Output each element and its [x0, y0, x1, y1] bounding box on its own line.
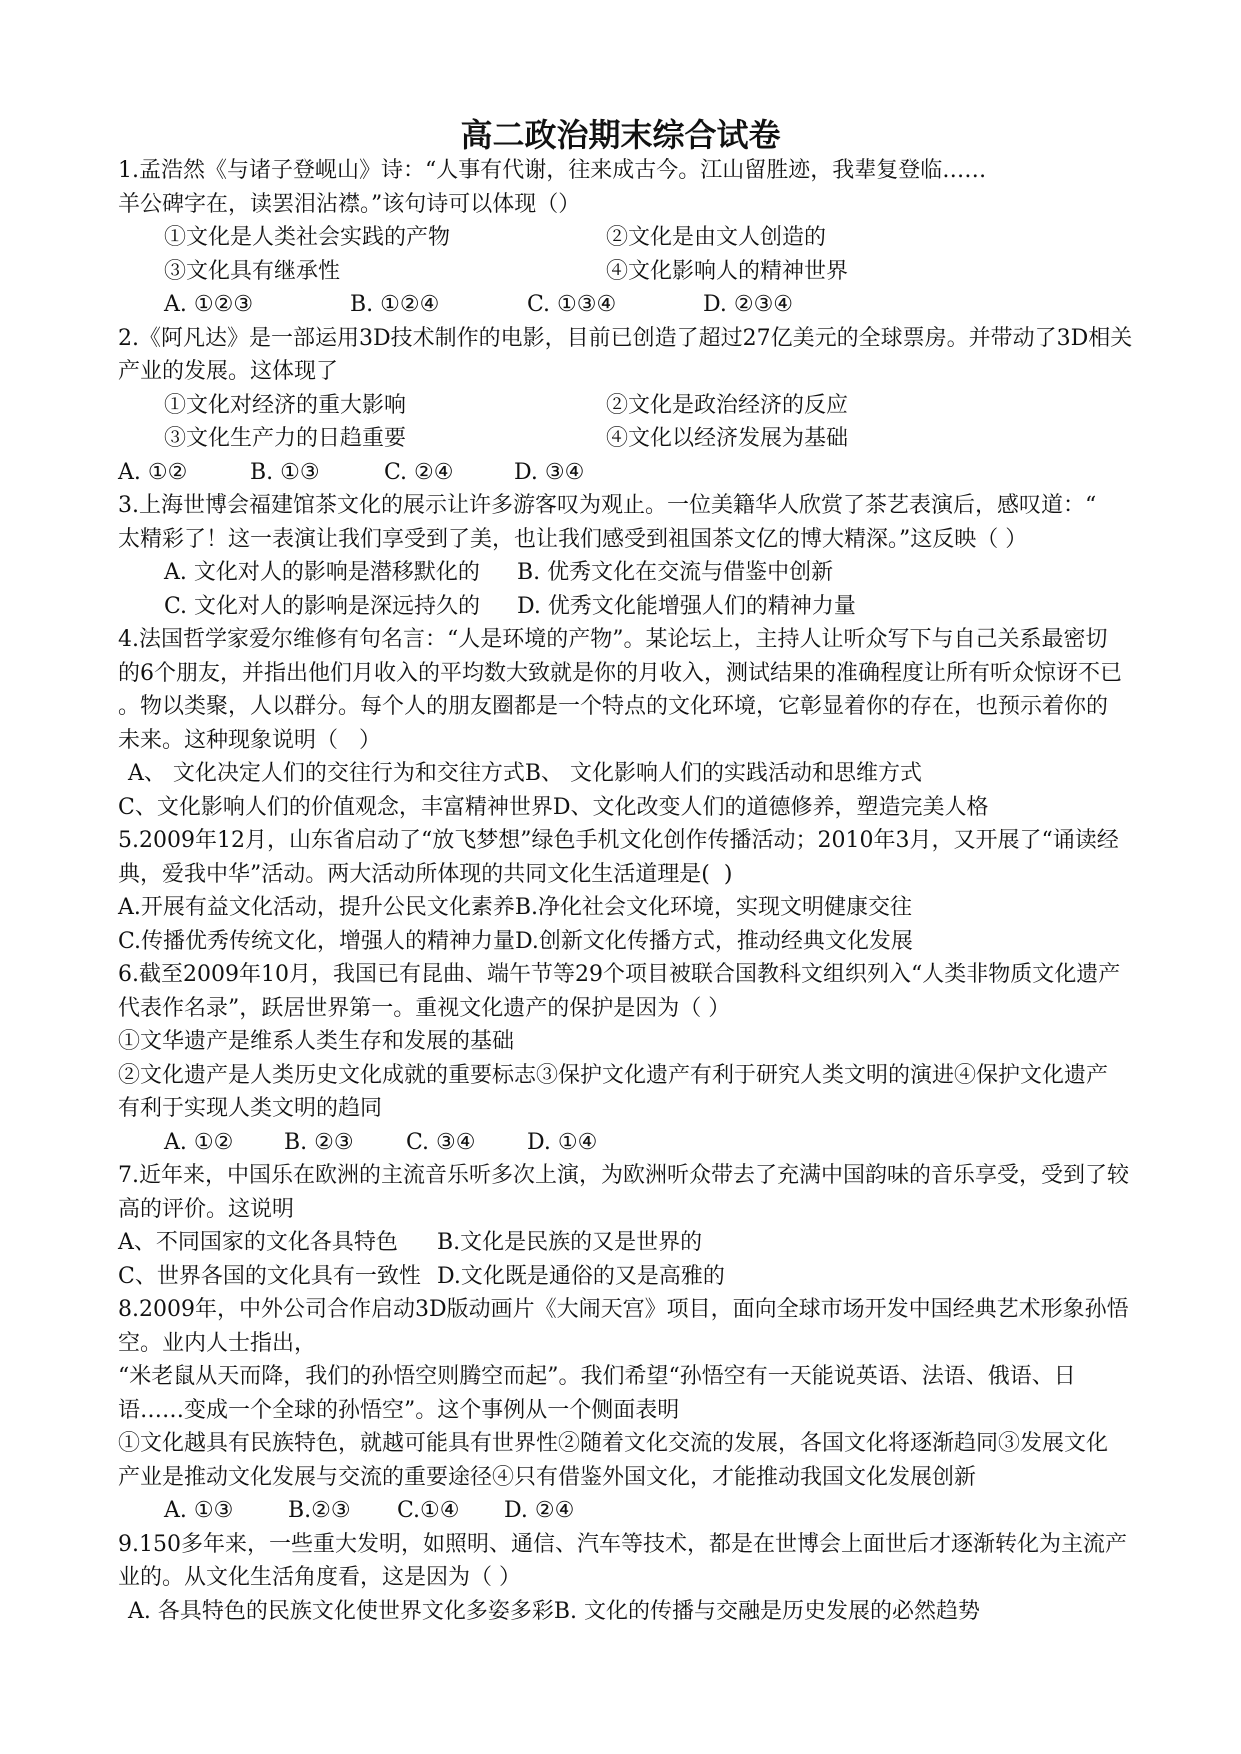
- option-b: B. 优秀文化在交流与借鉴中创新: [517, 560, 834, 585]
- question-9: [118, 1528, 1218, 1629]
- question-stem-line: 高的评价。这说明: [118, 1196, 295, 1222]
- question-stem-line: 空。业内人士指出，: [118, 1330, 317, 1356]
- option-a: A.开展有益文化活动，提升公民文化素养: [118, 895, 515, 920]
- option-a: A. ①②③: [164, 292, 254, 317]
- option-row: [118, 891, 1218, 925]
- option-c: C. ①③④: [527, 292, 617, 317]
- option-row: [118, 791, 1218, 825]
- option-b: B.净化社会文化环境，实现文明健康交往: [514, 895, 913, 920]
- option-d: D. ②③④: [703, 292, 794, 317]
- option-a: A. ①②: [164, 1129, 234, 1155]
- statement-row: [118, 389, 1218, 423]
- option-row: [118, 1595, 1218, 1629]
- option-d: D.创新文化传播方式，推动经典文化发展: [515, 928, 913, 954]
- option-c: C. ②④: [384, 459, 454, 485]
- question-4: [118, 623, 1218, 824]
- option-d: D. ③④: [514, 459, 585, 485]
- question-stem-line: 3.上海世博会福建馆茶文化的展示让许多游客叹为观止。一位美籍华人欣赏了茶艺表演后，感叹道：“: [118, 493, 1097, 518]
- question-stem-line: 9.150多年来，一些重大发明，如照明、通信、汽车等技术，都是在世博会上面世后才逐渐转化为主流产: [118, 1531, 1127, 1557]
- option-b: B、 文化影响人们的实践活动和思维方式: [524, 761, 923, 786]
- question-stem-line: “米老鼠从天而降，我们的孙悟空则腾空而起”。我们希望“孙悟空有一天能说英语、法语、俄语、日: [118, 1364, 1076, 1389]
- question-stem-line: 业的。从文化生活角度看，这是因为（ ）: [118, 1565, 521, 1590]
- option-b: B. 文化的传播与交融是历史发展的必然趋势: [553, 1598, 981, 1624]
- option-row: [118, 925, 1218, 959]
- question-stem-line: 典，爱我中华”活动。两大活动所体现的共同文化生活道理是( ): [118, 861, 733, 887]
- question-stem-line: 1.孟浩然《与诸子登岘山》诗：“人事有代谢，往来成古今。江山留胜迹，我辈复登临……: [118, 158, 987, 183]
- statement-item: ②文化是由文人创造的: [606, 225, 827, 250]
- statement-row: [118, 255, 1218, 289]
- exam-title: 高二政治期末综合试卷: [460, 116, 781, 154]
- option-d: D. ②④: [504, 1498, 575, 1523]
- statement-row: [118, 221, 1218, 255]
- option-row: [118, 1126, 1218, 1160]
- statement-line: 产业是推动文化发展与交流的重要途径④只有借鉴外国文化，才能推动我国文化发展创新: [118, 1464, 977, 1490]
- question-stem-line: 7.近年来，中国乐在欧洲的主流音乐听多次上演，为欧洲听众带去了充满中国韵味的音乐享受，受到了较: [118, 1163, 1129, 1188]
- option-b: B. ①③: [250, 459, 320, 485]
- question-stem-line: 4.法国哲学家爱尔维修有句名言：“人是环境的产物”。某论坛上，主持人让听众写下与自己关系最密切: [118, 627, 1108, 652]
- option-c: C.①④: [397, 1498, 460, 1523]
- question-stem-line: 6.截至2009年10月，我国已有昆曲、端午节等29个项目被联合国教科文组织列入“人类非物质文化遗产: [118, 962, 1121, 987]
- question-stem-line: 产业的发展。这体现了: [118, 359, 339, 384]
- statement-row: [118, 422, 1218, 456]
- option-b: B. ①②④: [350, 292, 440, 317]
- question-1: [118, 154, 1218, 322]
- option-row: [118, 1260, 1218, 1294]
- statement-item: ②文化是政治经济的反应: [606, 392, 849, 418]
- exam-body: [118, 154, 1218, 1628]
- option-c: C、世界各国的文化具有一致性: [118, 1263, 421, 1289]
- option-b: B.②③: [288, 1498, 351, 1523]
- question-8: [118, 1293, 1218, 1528]
- question-6: [118, 958, 1218, 1159]
- option-b: B. ②③: [284, 1129, 354, 1155]
- option-d: D. ①④: [527, 1129, 598, 1155]
- statement-line: 有利于实现人类文明的趋同: [118, 1096, 383, 1121]
- option-row: [118, 590, 1218, 624]
- option-c: C、文化影响人们的价值观念，丰富精神世界: [118, 794, 553, 820]
- option-row: [118, 1494, 1218, 1528]
- option-a: A. 文化对人的影响是潜移默化的: [164, 560, 480, 585]
- statement-item: ③文化生产力的日趋重要: [164, 426, 407, 451]
- option-a: A. ①③: [164, 1498, 234, 1523]
- option-d: D、文化改变人们的道德修养，塑造完美人格: [552, 794, 989, 820]
- option-d: D.文化既是通俗的又是高雅的: [437, 1263, 725, 1289]
- option-a: A、不同国家的文化各具特色: [118, 1230, 398, 1255]
- question-stem-line: 的6个朋友，并指出他们月收入的平均数大致就是你的月收入，测试结果的准确程度让所有听众惊讶不已: [118, 660, 1123, 686]
- statement-line: ②文化遗产是人类历史文化成就的重要标志③保护文化遗产有利于研究人类文明的演进④保护文化遗产: [118, 1062, 1109, 1088]
- statement-item: ④文化影响人的精神世界: [606, 258, 849, 284]
- question-stem-line: 代表作名录”，跃居世界第一。重视文化遗产的保护是因为（ ）: [118, 995, 731, 1021]
- question-stem-line: 羊公碑字在，读罢泪沾襟。”该句诗可以体现（）: [118, 191, 581, 217]
- option-a: A. 各具特色的民族文化使世界文化多姿多彩: [128, 1598, 554, 1624]
- question-stem-line: 8.2009年，中外公司合作启动3D版动画片《大闹天宫》项目，面向全球市场开发中国经典艺术形象孙悟: [118, 1297, 1129, 1322]
- question-stem-line: 未来。这种现象说明（ ）: [118, 727, 381, 753]
- statement-line: ①文华遗产是维系人类生存和发展的基础: [118, 1029, 515, 1054]
- question-2: [118, 322, 1218, 490]
- statement-item: ①文化对经济的重大影响: [164, 392, 407, 418]
- question-7: [118, 1159, 1218, 1293]
- statement-item: ①文化是人类社会实践的产物: [164, 225, 451, 250]
- option-row: [118, 456, 1218, 490]
- option-c: C. 文化对人的影响是深远持久的: [164, 593, 481, 619]
- option-c: C.传播优秀传统文化，增强人的精神力量: [118, 928, 516, 954]
- question-5: [118, 824, 1218, 958]
- question-stem-line: 语……变成一个全球的孙悟空”。这个事例从一个侧面表明: [118, 1397, 680, 1423]
- option-c: C. ③④: [406, 1129, 476, 1155]
- statement-line: ①文化越具有民族特色，就越可能具有世界性②随着文化交流的发展，各国文化将逐渐趋同③发展文化: [118, 1431, 1109, 1456]
- question-stem-line: 2.《阿凡达》是一部运用3D技术制作的电影，目前已创造了超过27亿美元的全球票房。并带动了3D相关: [118, 325, 1133, 351]
- option-a: A. ①②: [118, 459, 188, 485]
- question-stem-line: 5.2009年12月，山东省启动了“放飞梦想”绿色手机文化创作传播活动；2010年3月，又开展了“诵读经: [118, 828, 1119, 853]
- statement-item: ③文化具有继承性: [164, 258, 341, 284]
- option-row: [118, 1226, 1218, 1260]
- option-b: B.文化是民族的又是世界的: [437, 1230, 703, 1255]
- option-row: [118, 757, 1218, 791]
- question-stem-line: 太精彩了！这一表演让我们享受到了美，也让我们感受到祖国茶文亿的博大精深。”这反映（ ）: [118, 526, 1028, 552]
- option-a: A、 文化决定人们的交往行为和交往方式: [128, 761, 525, 786]
- question-3: [118, 489, 1218, 623]
- statement-item: ④文化以经济发展为基础: [606, 426, 849, 451]
- option-d: D. 优秀文化能增强人们的精神力量: [517, 593, 856, 619]
- option-row: [118, 288, 1218, 322]
- question-stem-line: 。物以类聚，人以群分。每个人的朋友圈都是一个特点的文化环境，它彰显着你的存在，也预示着你的: [118, 694, 1109, 719]
- option-row: [118, 556, 1218, 590]
